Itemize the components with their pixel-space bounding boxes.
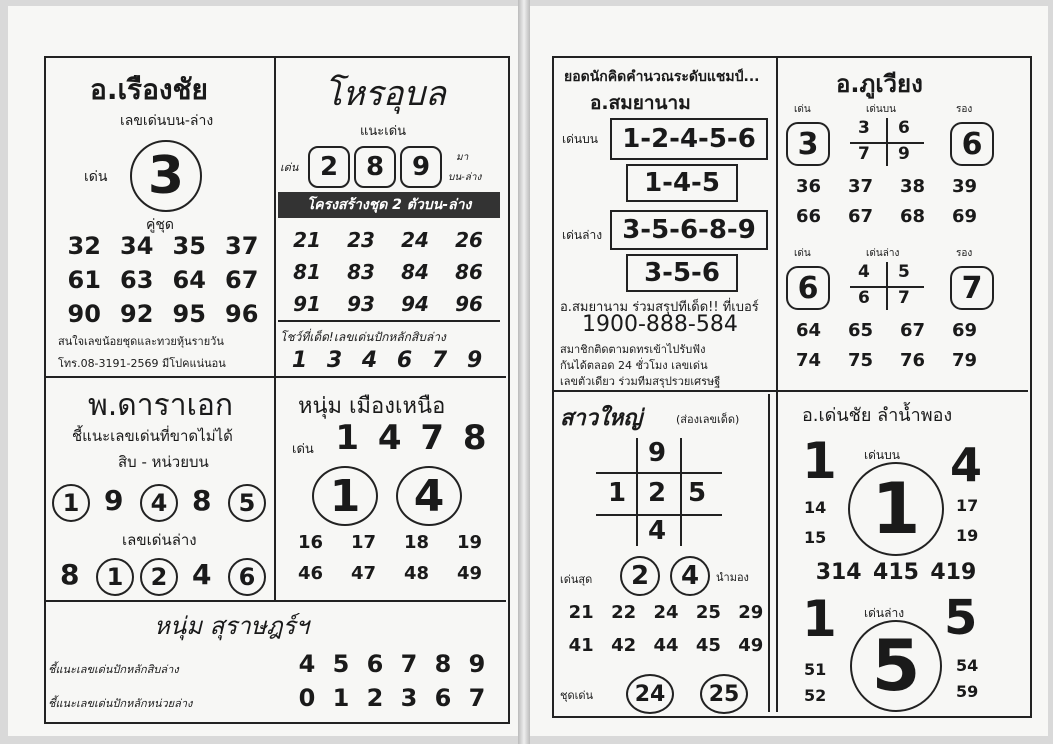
r4-mid-num: 415 [873, 560, 919, 585]
r2-cell: 79 [952, 350, 978, 371]
r3-title: สาวใหญ่ [560, 406, 643, 431]
p2-cell: 81 [293, 260, 321, 284]
p5-digit: 1 [332, 684, 350, 712]
p2-banner: โครงสร้างชุด 2 ตัวบน-ล่าง [278, 192, 500, 218]
p2-digit: 2 [308, 146, 350, 188]
p4-den-label: เด่น [292, 442, 314, 457]
p2-footer-digit: 3 [326, 348, 343, 373]
r3-best: 4 [670, 556, 710, 596]
p4-cell: 19 [456, 532, 483, 553]
p3-title: พ.ดาราเอก [88, 388, 234, 423]
r2-cell: 74 [796, 350, 822, 371]
p1-den-label: เด่น [84, 169, 108, 185]
r3-cell: 45 [695, 635, 721, 656]
book-gutter [518, 0, 530, 744]
r4-mid-num: 314 [815, 560, 862, 585]
r4-top-label: เด่นบน [864, 448, 900, 462]
r4-top-side: 17 [956, 496, 979, 515]
r3-best: 2 [620, 556, 660, 596]
r1-low-label: เด่นล่าง [562, 228, 603, 242]
left-hdivider-bottom [46, 600, 506, 602]
r2-cell: 65 [848, 320, 874, 341]
p1-pair: 64 [172, 266, 206, 294]
r3-right-border [768, 394, 770, 712]
r3-cross-v2 [680, 438, 682, 546]
p2-grid-border [278, 320, 500, 322]
r3-cross-cell: 9 [648, 438, 667, 468]
r3-cell: 29 [738, 602, 764, 623]
r2-cell: 67 [848, 206, 874, 227]
r1-phone: 1900-888-584 [582, 312, 738, 337]
p2-title: โหรอุบล [324, 74, 446, 114]
p1-pair: 90 [67, 300, 101, 328]
r4-low-side: 54 [956, 656, 979, 675]
p4-cell: 18 [403, 532, 430, 553]
r2-right-value: 6 [950, 122, 994, 166]
p3-low-label: เลขเด่นล่าง [122, 531, 197, 549]
r2-mid-label: เด่นล่าง [866, 248, 900, 259]
p2-cell: 83 [347, 260, 375, 284]
p1-note: สนใจเลขน้อยชุดและทวยหุ้นรายวัน [58, 335, 224, 348]
p1-phone: โทร.08-3191-2569 มีโปคแน่นอน [58, 357, 226, 370]
p5-digit: 4 [298, 650, 316, 678]
p1-pairs [58, 232, 268, 328]
p5-digit: 6 [434, 684, 452, 712]
right-hdivider [554, 390, 1028, 392]
r3-cross-cell: 2 [648, 478, 667, 508]
p5-digit: 8 [434, 650, 452, 678]
r2-mid-label: เด่นบน [866, 104, 896, 115]
p2-cell: 94 [401, 292, 429, 316]
right-page [530, 6, 1048, 736]
p4-digit: 4 [377, 418, 402, 458]
r3-cell: 42 [611, 635, 637, 656]
p5-digit: 5 [332, 650, 350, 678]
r3-cross-cell: 1 [608, 478, 627, 508]
left-page [8, 6, 518, 736]
r2-cross-cell: 3 [858, 118, 870, 138]
r3-grid [560, 602, 772, 656]
r3-set-label: ชุดเด่น [560, 689, 594, 702]
r2-right-label: รอง [956, 104, 973, 115]
p2-subtitle: แนะเด่น [360, 124, 407, 139]
p5-digit: 7 [468, 684, 486, 712]
p4-cell: 17 [350, 532, 377, 553]
p2-footer-digit: 9 [466, 348, 483, 373]
p2-cell: 93 [347, 292, 375, 316]
p1-subtitle: เลขเด่นบน-ล่าง [120, 113, 214, 129]
r2-cell: 68 [900, 206, 926, 227]
r2-right-label: รอง [956, 248, 973, 259]
r3-best-label: เด่นสุด [560, 573, 593, 586]
r4-top-side: 14 [804, 498, 827, 517]
r4-low-left: 1 [802, 590, 837, 648]
p5-row2-digits [290, 684, 494, 712]
p5-digit: 0 [298, 684, 316, 712]
r4-low-side: 51 [804, 660, 827, 679]
r2-left-label: เด่น [794, 248, 811, 259]
p5-digit: 6 [366, 650, 384, 678]
p4-digits [326, 418, 496, 458]
p4-cell: 16 [297, 532, 324, 553]
p2-cell: 24 [401, 228, 429, 252]
r2-cell: 38 [900, 176, 926, 197]
r2-cross-cell: 6 [858, 288, 870, 308]
r2-cell: 69 [952, 320, 978, 341]
r2-cross-cell: 7 [858, 144, 870, 164]
r4-top-right: 4 [950, 438, 983, 492]
r1-header: ยอดนักคิดคำนวณระดับแชมป์... [564, 69, 760, 85]
r2-cell: 37 [848, 176, 874, 197]
r2-cell: 76 [900, 350, 926, 371]
p5-row2-label: ชี้แนะเลขเด่นปักหลักหน่วยล่าง [48, 697, 193, 710]
p1-pair: 92 [120, 300, 154, 328]
p1-pair: 35 [172, 232, 206, 260]
r1-info1: สมาชิกติดตามดทรเข้าไปรับฟัง [560, 343, 706, 356]
r2-cell: 64 [796, 320, 822, 341]
p3-digit: 6 [228, 558, 266, 596]
p2-footer-digit: 1 [291, 348, 308, 373]
r3-cell: 22 [611, 602, 637, 623]
p5-digit: 9 [468, 650, 486, 678]
r2-cell: 75 [848, 350, 874, 371]
r2-cell: 66 [796, 206, 822, 227]
r2-cross-cell: 5 [898, 262, 910, 282]
r2-cell: 67 [900, 320, 926, 341]
p2-cell: 96 [455, 292, 483, 316]
p4-digit: 7 [420, 418, 445, 458]
r3-cell: 24 [653, 602, 679, 623]
p2-grid [280, 228, 496, 316]
p1-pair-label: คู่ชุด [146, 217, 174, 233]
r2-cross-cell: 4 [858, 262, 870, 282]
r3-set: 25 [700, 674, 748, 714]
p1-pair: 67 [225, 266, 259, 294]
p2-side-bottom: บน-ล่าง [448, 172, 482, 183]
r2-cross-cell: 7 [898, 288, 910, 308]
p3-line1: ชี้แนะเลขเด่นที่ขาดไม่ได้ [72, 427, 233, 445]
p5-digit: 2 [366, 684, 384, 712]
r1-top-set: 1-2-4-5-6 [610, 118, 768, 160]
p2-side-top: มา [456, 152, 469, 163]
r2-cross-cell: 9 [898, 144, 910, 164]
r3-cell: 41 [568, 635, 594, 656]
r3-cell: 21 [568, 602, 594, 623]
p2-cell: 84 [401, 260, 429, 284]
p4-digit: 1 [335, 418, 360, 458]
r4-low-right: 5 [944, 590, 978, 646]
p3-digit: 4 [140, 484, 178, 522]
p2-footer-digit: 7 [431, 348, 448, 373]
r2-title: อ.ภูเวียง [836, 70, 923, 98]
r4-top-left: 1 [802, 432, 837, 490]
p1-den-value: 3 [130, 140, 202, 212]
r4-mid [810, 560, 982, 585]
r3-cross-h [596, 472, 722, 474]
p1-pair: 96 [225, 300, 259, 328]
r4-low-big: 5 [850, 620, 942, 712]
p3-digit: 9 [104, 484, 124, 517]
p4-title: หนุ่ม เมืองเหนือ [298, 394, 446, 419]
p2-cell: 91 [293, 292, 321, 316]
p2-cell: 26 [455, 228, 483, 252]
r2-left-value: 3 [786, 122, 830, 166]
p3-line2: สิบ - หน่วยบน [118, 453, 209, 471]
p2-cell: 23 [347, 228, 375, 252]
p3-digit: 5 [228, 484, 266, 522]
r1-info3: เลขตัวเดียว ร่วมทีมสรุปรวยเศรษฐี [560, 375, 721, 388]
p2-digit: 8 [354, 146, 396, 188]
p3-digit: 1 [52, 484, 90, 522]
p3-digit: 2 [140, 558, 178, 596]
r4-top-big: 1 [848, 462, 944, 556]
p4-digit: 8 [462, 418, 487, 458]
p3-digit: 1 [96, 558, 134, 596]
p5-row1-digits [290, 650, 494, 678]
p2-footer-digit: 6 [396, 348, 413, 373]
r1-top-sub: 1-4-5 [626, 164, 738, 202]
r3-cross-cell: 5 [688, 478, 707, 508]
r3-set: 24 [626, 674, 674, 714]
r1-info2: กันได้ตลอด 24 ชั่วโมง เลขเด่น [560, 359, 708, 372]
p4-cell: 49 [456, 563, 483, 584]
p2-den-label: เด่น [280, 161, 299, 174]
r2-cross-cell: 6 [898, 118, 910, 138]
r4-low-side: 59 [956, 682, 979, 701]
p5-digit: 3 [400, 684, 418, 712]
r2-left-label: เด่น [794, 104, 811, 115]
r1-low-set: 3-5-6-8-9 [610, 210, 768, 250]
p2-cell: 21 [293, 228, 321, 252]
p5-title: หนุ่ม สุราษฎร์ฯ [154, 612, 309, 640]
p2-footer: โชว์ที่เด็ด!เลขเด่นปักหลักสิบล่าง [280, 330, 446, 344]
p2-footer-digit: 4 [361, 348, 378, 373]
p1-pair: 63 [120, 266, 154, 294]
p1-pair: 61 [67, 266, 101, 294]
p3-digit: 8 [192, 484, 212, 517]
p4-big: 1 [312, 466, 378, 526]
r4-title: อ.เด่นชัย ลำน้ำพอง [802, 405, 953, 426]
p5-row1-label: ชี้แนะเลขเด่นปักหลักสิบล่าง [48, 663, 179, 676]
r2-cell: 39 [952, 176, 978, 197]
p4-cell: 48 [403, 563, 430, 584]
r4-top-side: 19 [956, 526, 979, 545]
r3-cell: 44 [653, 635, 679, 656]
p3-digit: 4 [192, 558, 212, 591]
p2-footer-digits [282, 348, 492, 373]
r1-top-label: เด่นบน [562, 132, 598, 146]
p3-digit: 8 [60, 558, 80, 591]
r3-cell: 49 [738, 635, 764, 656]
r4-low-label: เด่นล่าง [864, 606, 905, 620]
p4-big: 4 [396, 466, 462, 526]
r4-top-side: 15 [804, 528, 827, 547]
r1-summary: อ.สมยานาม ร่วมสรุปทีเด็ด!! ที่เบอร์ [560, 300, 759, 315]
left-vdivider [274, 58, 276, 602]
p1-title: อ.เรืองชัย [90, 73, 208, 106]
r2-left-value: 6 [786, 266, 830, 310]
left-hdivider-mid [46, 376, 506, 378]
r2-right-value: 7 [950, 266, 994, 310]
p1-pair: 95 [172, 300, 206, 328]
p4-cell: 46 [297, 563, 324, 584]
r2-cell: 69 [952, 206, 978, 227]
r3-best-note: นำมอง [716, 571, 749, 584]
r2-cell: 36 [796, 176, 822, 197]
r3-cross-v [636, 438, 638, 546]
p4-cell: 47 [350, 563, 377, 584]
p1-pair: 32 [67, 232, 101, 260]
r3-cell: 25 [695, 602, 721, 623]
r1-low-sub: 3-5-6 [626, 254, 738, 292]
r3-cross-cell: 4 [648, 516, 667, 546]
p5-digit: 7 [400, 650, 418, 678]
r4-mid-num: 419 [930, 560, 977, 585]
r1-title: อ.สมยานาม [590, 92, 691, 114]
r4-low-side: 52 [804, 686, 827, 705]
p1-pair: 37 [225, 232, 259, 260]
p4-grid [284, 532, 496, 584]
p2-digit: 9 [400, 146, 442, 188]
r3-tag: (ส่องเลขเด็ด) [676, 413, 740, 426]
right-vdivider [776, 58, 778, 712]
p1-pair: 34 [120, 232, 154, 260]
p2-cell: 86 [455, 260, 483, 284]
